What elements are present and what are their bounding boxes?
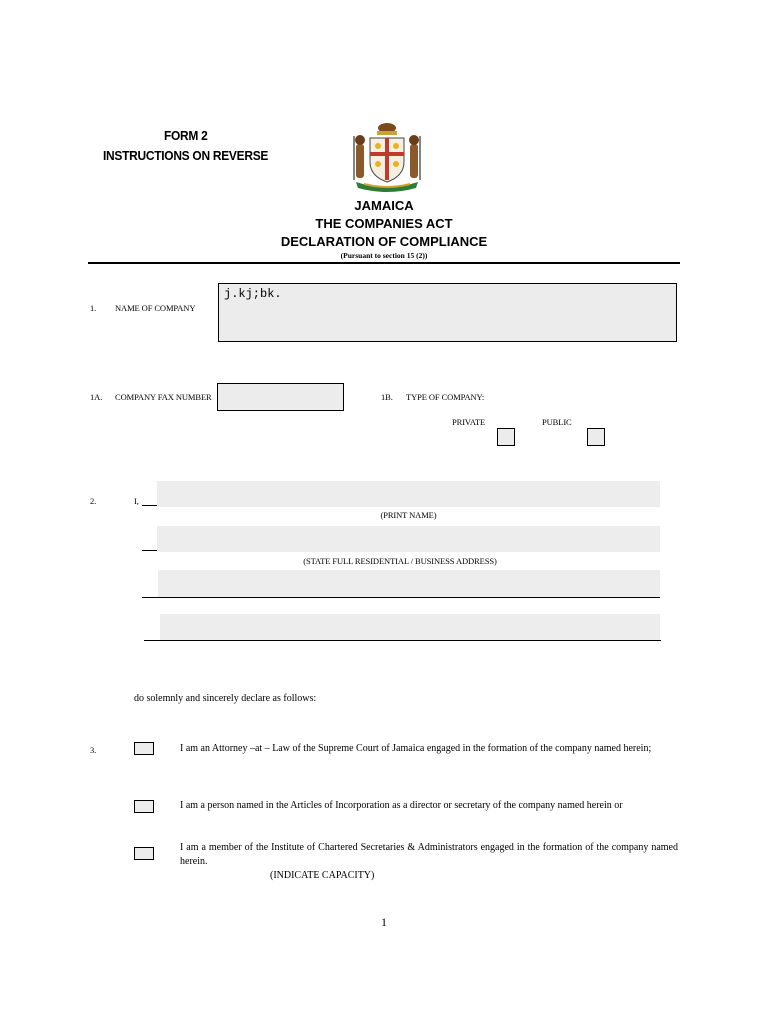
director-option-text: I am a person named in the Articles of Incorporation as a director or secretary of the company named herein or: [180, 800, 623, 811]
form-label: FORM 2: [164, 128, 208, 143]
section-1-number: 1.: [90, 303, 97, 313]
company-name-input[interactable]: j.kj;bk.: [218, 283, 677, 342]
secretary-option-text: I am a member of the Institute of Chartered Secretaries & Administrators engaged in the formation of the company named herein.: [180, 842, 678, 867]
secretary-checkbox[interactable]: [134, 847, 154, 860]
act-title: THE COMPANIES ACT: [315, 216, 453, 231]
address-underline-stub: [142, 550, 157, 551]
private-option-label: PRIVATE: [452, 417, 486, 427]
section-1a-number: 1A.: [90, 392, 103, 402]
capacity-caption: (INDICATE CAPACITY): [270, 870, 375, 881]
attorney-checkbox[interactable]: [134, 742, 154, 755]
fax-number-label: COMPANY FAX NUMBER: [115, 392, 212, 402]
declare-text: do solemnly and sincerely declare as follows:: [134, 693, 317, 704]
public-checkbox[interactable]: [587, 428, 605, 446]
name-underline-stub: [142, 505, 157, 506]
section-2-number: 2.: [90, 496, 97, 506]
instructions-label: INSTRUCTIONS ON REVERSE: [103, 148, 269, 163]
print-name-input[interactable]: [157, 481, 660, 507]
attorney-option-text: I am an Attorney –at – Law of the Supreme Court of Jamaica engaged in the formation of the company named herein;: [180, 743, 652, 754]
public-option-label: PUBLIC: [542, 417, 572, 427]
declaration-title: DECLARATION OF COMPLIANCE: [280, 234, 488, 249]
country-title: JAMAICA: [354, 198, 414, 213]
section-1b-number: 1B.: [381, 392, 393, 402]
coat-of-arms-icon: [350, 118, 424, 194]
print-name-caption: (PRINT NAME): [380, 510, 437, 520]
fax-number-input[interactable]: [217, 383, 344, 411]
address-line-1-input[interactable]: [157, 526, 660, 552]
page-number: 1: [381, 915, 387, 929]
company-type-label: TYPE OF COMPANY:: [406, 392, 485, 402]
address-line-2-input[interactable]: [158, 570, 660, 598]
address-line-3-rule: [144, 640, 661, 641]
address-line-3-input[interactable]: [160, 614, 660, 640]
pursuant-subtitle: (Pursuant to section 15 (2)): [340, 251, 428, 260]
address-caption: (STATE FULL RESIDENTIAL / BUSINESS ADDRESS): [303, 556, 497, 566]
director-checkbox[interactable]: [134, 800, 154, 813]
section-3-number: 3.: [90, 745, 97, 755]
address-line-2-rule: [142, 597, 660, 598]
header-divider: [88, 262, 680, 264]
private-checkbox[interactable]: [497, 428, 515, 446]
declarant-prefix: I,: [134, 496, 139, 506]
company-name-label: NAME OF COMPANY: [115, 303, 196, 313]
